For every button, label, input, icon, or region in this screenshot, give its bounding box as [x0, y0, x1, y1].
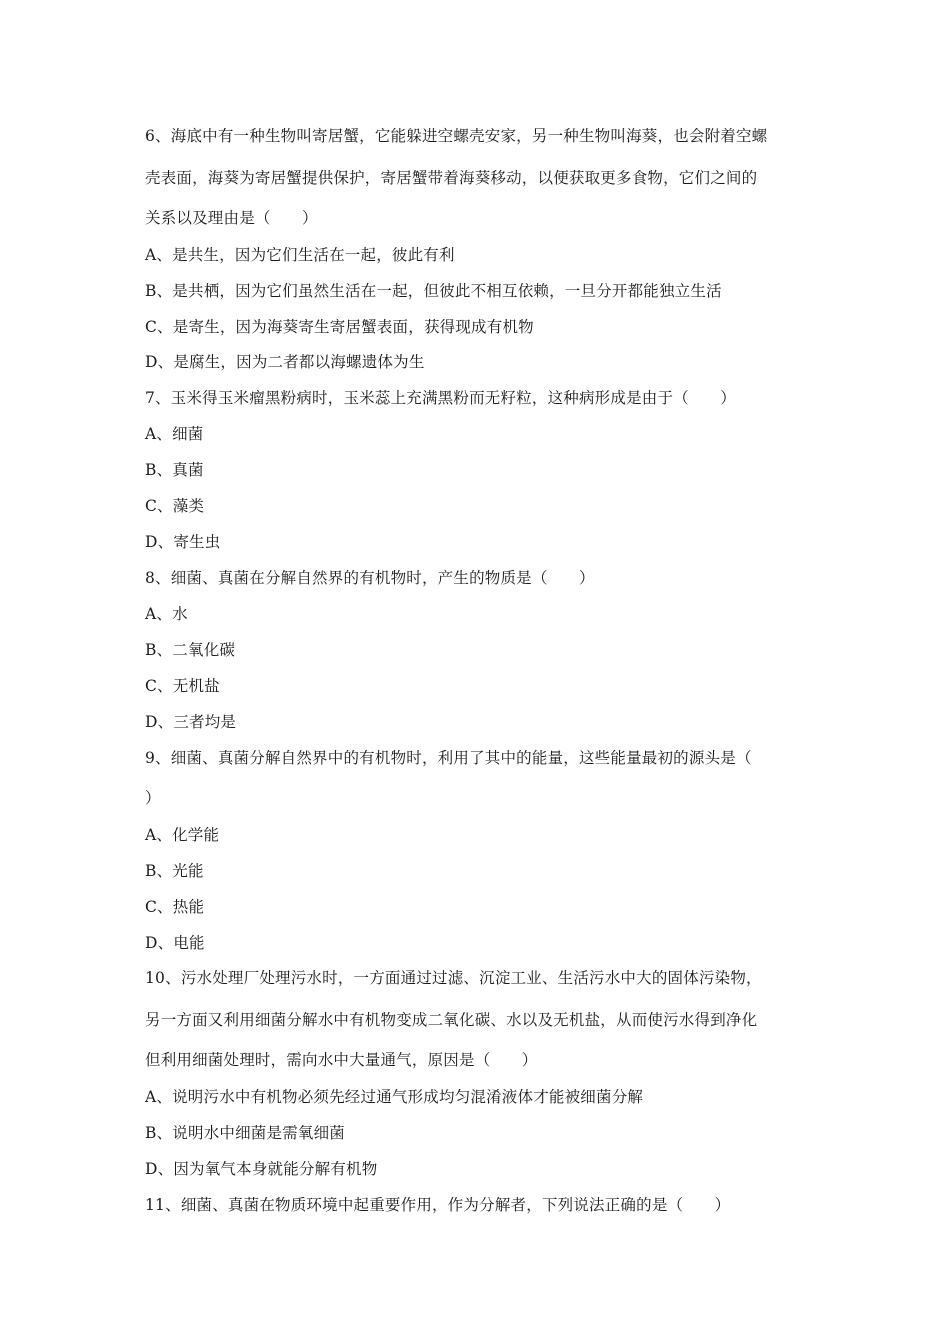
question-10-option-b: B、说明水中细菌是需氧细菌 [145, 1124, 345, 1142]
question-6-stem-line-2: 壳表面，海葵为寄居蟹提供保护，寄居蟹带着海葵移动，以便获取更多食物，它们之间的 [145, 169, 758, 187]
question-6-option-c: C、是寄生，因为海葵寄生寄居蟹表面，获得现成有机物 [145, 318, 534, 336]
question-8-option-a: A、水 [145, 605, 188, 623]
question-9-option-b: B、光能 [145, 862, 204, 880]
question-10-stem-line-3: 但利用细菌处理时，需向水中大量通气，原因是（ ） [145, 1051, 538, 1069]
question-7-option-b: B、真菌 [145, 461, 204, 479]
question-7-option-d: D、寄生虫 [145, 533, 221, 551]
question-9-stem-line-2: ） [145, 789, 161, 807]
question-6-stem-line-1: 6、海底中有一种生物叫寄居蟹，它能躲进空螺壳安家，另一种生物叫海葵，也会附着空螺 [145, 127, 768, 145]
question-9-option-d: D、电能 [145, 934, 205, 952]
question-10-option-d: D、因为氧气本身就能分解有机物 [145, 1160, 378, 1178]
question-8-option-b: B、二氧化碳 [145, 641, 236, 659]
question-7-option-c: C、藻类 [145, 497, 205, 515]
question-10-stem-line-2: 另一方面又利用细菌分解水中有机物变成二氧化碳、水以及无机盐，从而使污水得到净化 [145, 1011, 758, 1029]
question-7-stem: 7、玉米得玉米瘤黑粉病时，玉米蕊上充满黑粉而无籽粒，这种病形成是由于（ ） [145, 389, 736, 407]
question-7-option-a: A、细菌 [145, 425, 204, 443]
question-11-stem: 11、细菌、真菌在物质环境中起重要作用，作为分解者，下列说法正确的是（ ） [145, 1196, 731, 1214]
question-6-option-b: B、是共栖，因为它们虽然生活在一起，但彼此不相互依赖，一旦分开都能独立生活 [145, 282, 722, 300]
question-9-option-c: C、热能 [145, 898, 205, 916]
question-8-stem: 8、细菌、真菌在分解自然界的有机物时，产生的物质是（ ） [145, 569, 595, 587]
question-10-option-a: A、说明污水中有机物必须先经过通气形成均匀混淆液体才能被细菌分解 [145, 1088, 644, 1106]
question-6-option-a: A、是共生，因为它们生活在一起，彼此有利 [145, 246, 455, 264]
question-6-stem-line-3: 关系以及理由是（ ） [145, 209, 318, 227]
question-8-option-d: D、三者均是 [145, 713, 237, 731]
question-9-option-a: A、化学能 [145, 826, 220, 844]
question-8-option-c: C、无机盐 [145, 677, 220, 695]
question-10-stem-line-1: 10、污水处理厂处理污水时，一方面通过过滤、沉淀工业、生活污水中大的固体污染物， [145, 969, 762, 987]
question-9-stem-line-1: 9、细菌、真菌分解自然界中的有机物时，利用了其中的能量，这些能量最初的源头是（ [145, 749, 752, 767]
question-6-option-d: D、是腐生，因为二者都以海螺遗体为生 [145, 353, 425, 371]
